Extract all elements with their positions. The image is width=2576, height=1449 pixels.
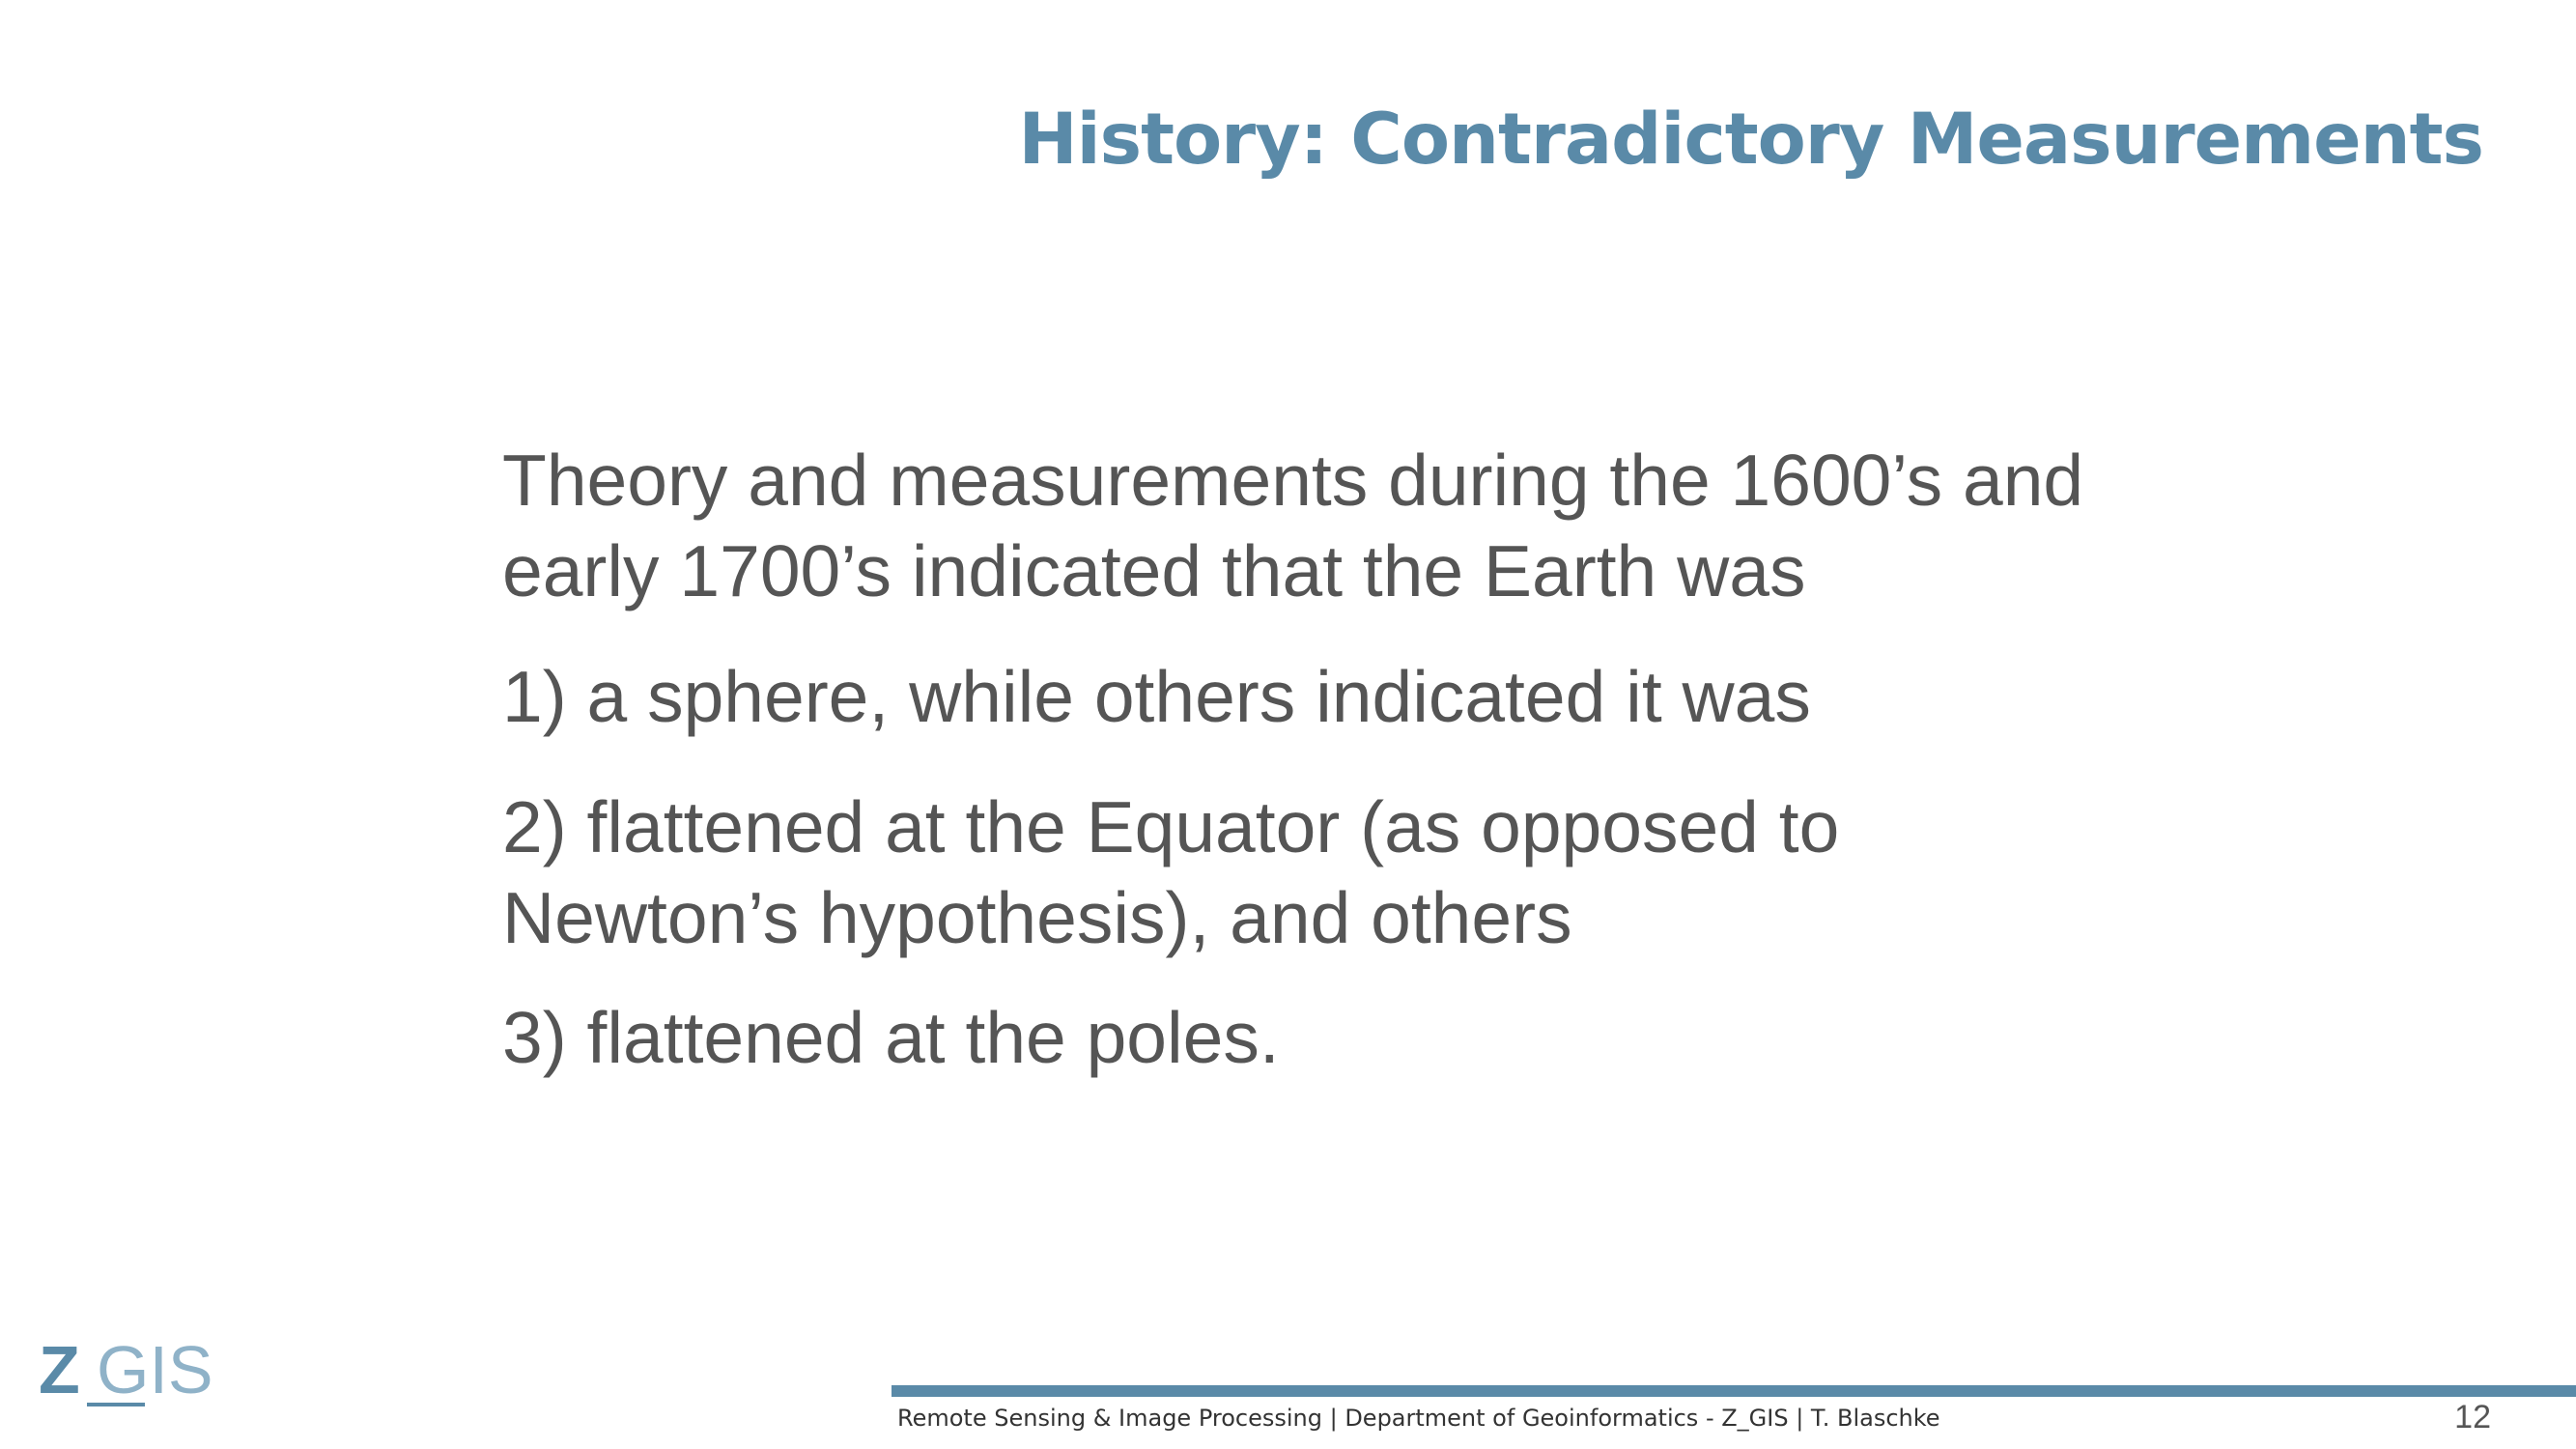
zgis-logo [39, 1331, 222, 1408]
body-paragraph-poles: 3) flattened at the poles. [502, 997, 1280, 1078]
body-paragraph-sphere: 1) a sphere, while others indicated it was [502, 656, 1811, 737]
slide-body [502, 435, 2144, 1083]
page-number: 12 [2454, 1399, 2491, 1435]
logo-mark: Z [39, 1332, 80, 1407]
footer-divider [892, 1385, 2576, 1397]
footer-text: Remote Sensing & Image Processing | Department of Geoinformatics - Z_GIS | T. Blaschke [897, 1405, 1940, 1432]
slide-title: History: Contradictory Measurements [1018, 99, 2483, 181]
body-paragraph-equator: 2) flattened at the Equator (as opposed to Newton’s hypothesis), and others [502, 786, 1840, 958]
body-paragraph-intro: Theory and measurements during the 1600’s and early 1700’s indicated that the Earth was [502, 440, 2084, 611]
logo-text: GIS [97, 1332, 213, 1407]
